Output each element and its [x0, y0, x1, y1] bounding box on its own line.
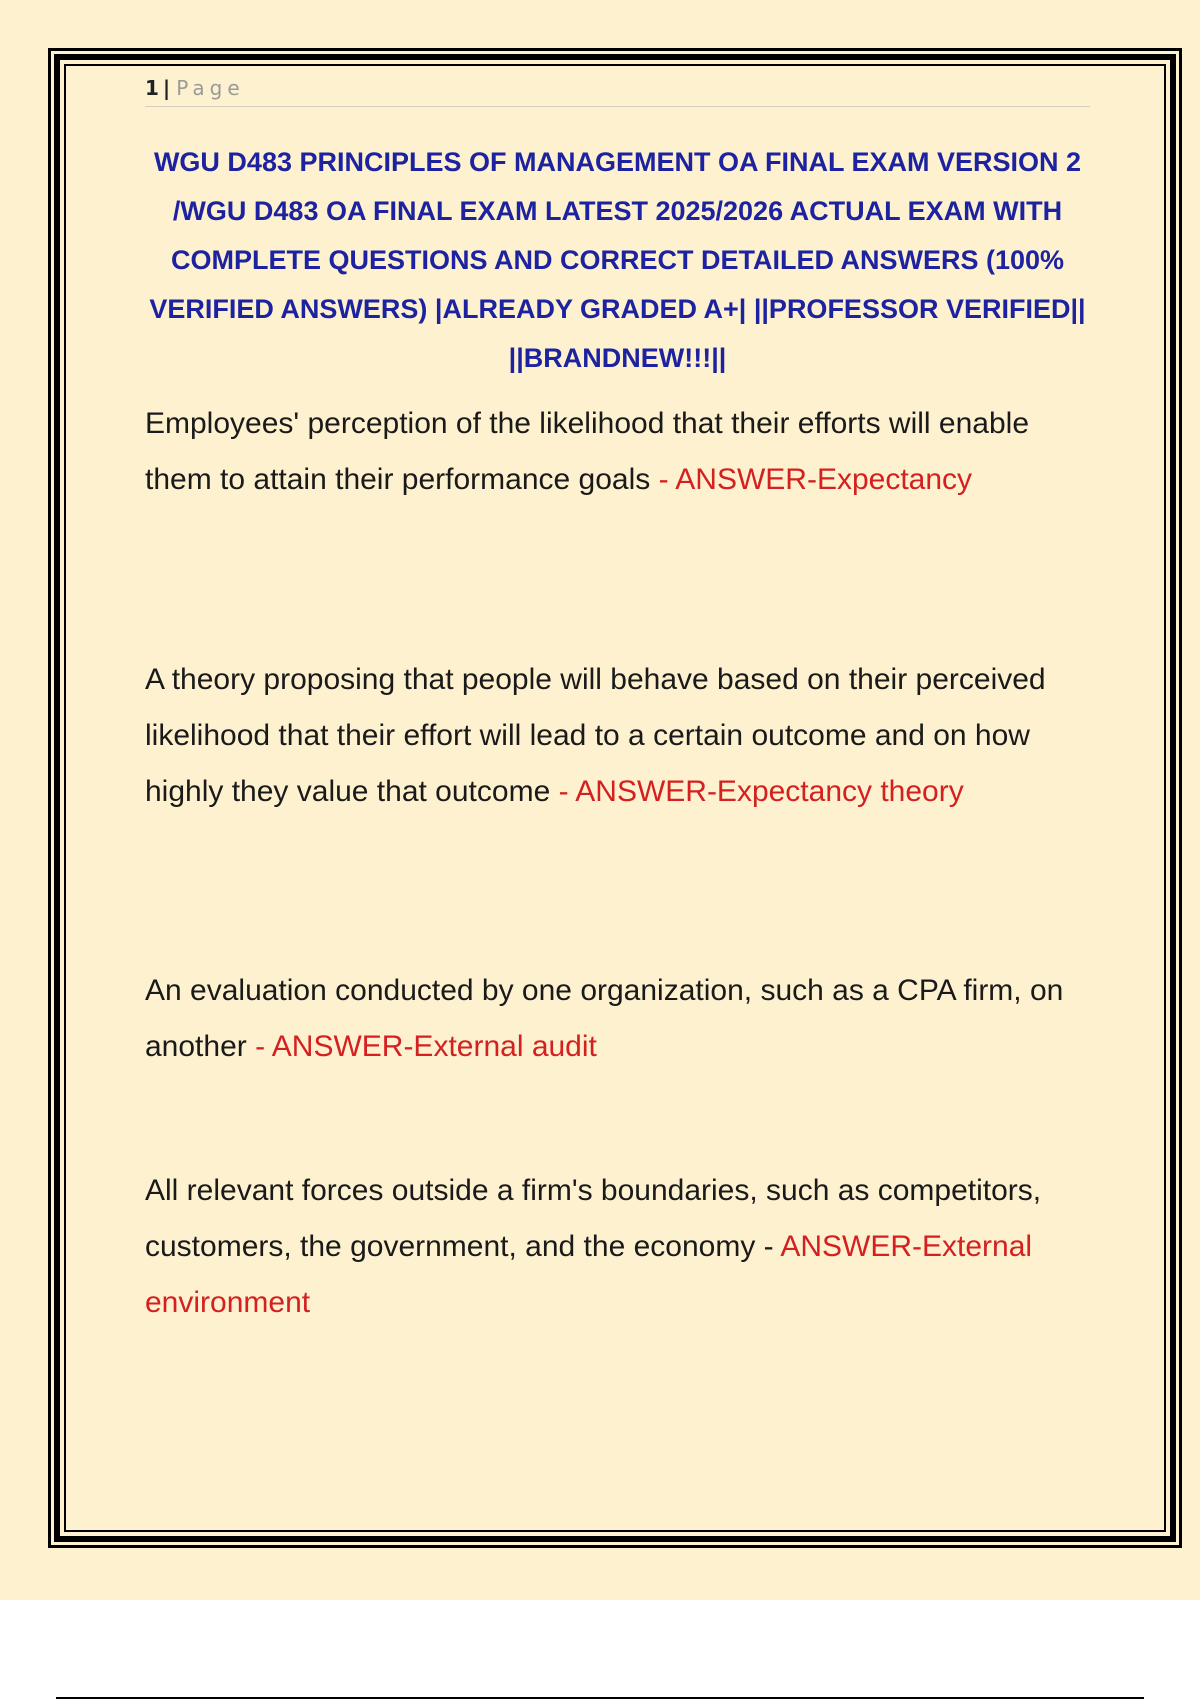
next-page-divider — [56, 1697, 1144, 1699]
page-separator: | — [162, 76, 171, 100]
page-number: 1 — [145, 76, 159, 100]
qa-item-1 — [145, 396, 1095, 508]
question-text: An evaluation conducted by one organization, such as a CPA firm, on another — [145, 974, 1064, 1063]
answer-text: - ANSWER-Expectancy theory — [558, 775, 964, 808]
qa-item-2 — [145, 652, 1095, 820]
question-text: All relevant forces outside a firm's boundaries, such as competitors, customers, the government, and the economy - — [145, 1174, 1042, 1263]
answer-text: - ANSWER-External audit — [255, 1030, 597, 1063]
page-header — [145, 74, 1090, 107]
qa-item-3 — [145, 963, 1095, 1075]
page-label: Page — [176, 76, 245, 100]
answer-text: - ANSWER-Expectancy — [658, 463, 973, 496]
question-text: Employees' perception of the likelihood that their efforts will enable them to attain their performance goals — [145, 407, 1030, 496]
qa-item-4 — [145, 1163, 1095, 1331]
question-text: A theory proposing that people will behave based on their perceived likelihood that their effort will lead to a certain outcome and on how highly they value that outcome — [145, 663, 1046, 808]
answer-text: ANSWER-External environment — [145, 1230, 1033, 1319]
document-title: WGU D483 PRINCIPLES OF MANAGEMENT OA FINAL EXAM VERSION 2 /WGU D483 OA FINAL EXAM LATEST 2025/2026 ACTUAL EXAM WITH COMPLETE QUESTIONS AND CORRECT DETAILED ANSWERS (100% VERIFIED ANSWERS) |ALREADY GRADED A+| ||PROFESSOR VERIFIED|| ||BRANDNEW!!!|| — [149, 147, 1086, 373]
